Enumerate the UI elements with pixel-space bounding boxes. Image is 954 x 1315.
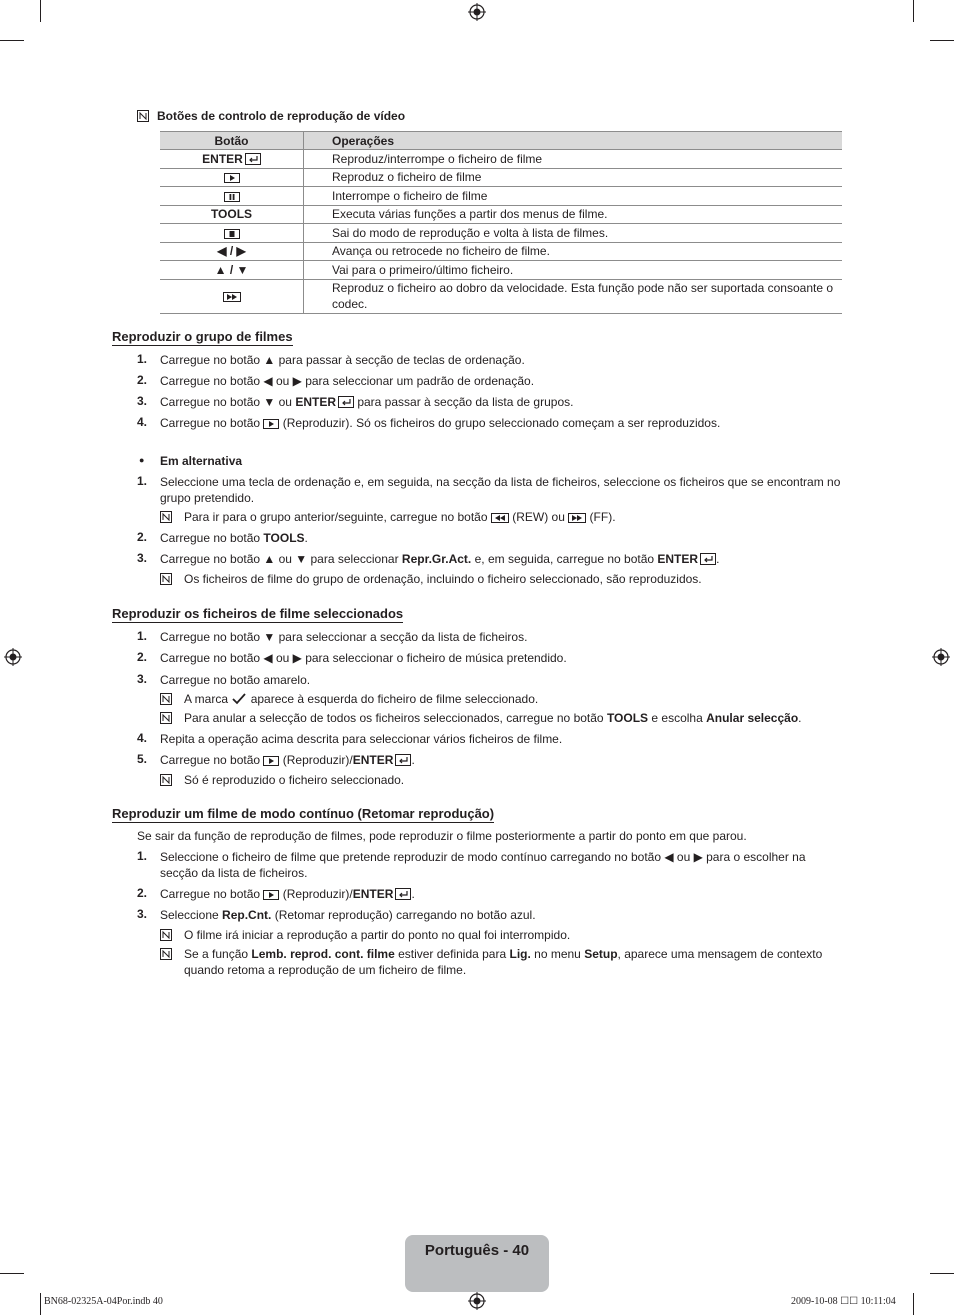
- enter-icon: [395, 754, 411, 766]
- step-number: 2.: [137, 650, 148, 664]
- step-text: [160, 752, 842, 768]
- step-number: 2.: [137, 530, 148, 544]
- text-run: Carregue no botão: [160, 531, 264, 545]
- text-run: , aparece uma mensagem de contexto quando retoma a reprodução de um ficheiro de filme.: [184, 947, 823, 977]
- table-row: [160, 205, 842, 224]
- registration-mark-icon: [468, 1292, 486, 1310]
- note-text: [184, 710, 842, 726]
- crop-mark: [913, 1293, 914, 1315]
- text-run: Carregue no botão ▲ ou ▼ para seleccionar: [160, 552, 402, 566]
- note-icon: [160, 693, 172, 705]
- note-text: Só é reproduzido o ficheiro seleccionado.: [184, 773, 405, 787]
- note: [160, 571, 842, 587]
- page-number-label: Português - 40: [424, 1242, 530, 1259]
- button-cell: [160, 168, 304, 187]
- play-icon: [263, 756, 279, 766]
- note-text: [184, 946, 842, 978]
- bullet: ●: [139, 455, 145, 465]
- text-run: aparece à esquerda do ficheiro de filme seleccionado.: [247, 692, 539, 706]
- section-title: Reproduzir o grupo de filmes: [112, 329, 293, 344]
- note: [160, 710, 842, 726]
- operation-cell: Interrompe o ficheiro de filme: [304, 187, 843, 206]
- text-run: Carregue no botão: [160, 753, 264, 767]
- step-text: [160, 907, 842, 923]
- enter-icon: [395, 888, 411, 900]
- table-row: [160, 279, 842, 313]
- step-number: 4.: [137, 415, 148, 429]
- text-run: Carregue no botão ▼ ou: [160, 395, 296, 409]
- date-slug: 2009-10-08 ☐☐ 10:11:04: [791, 1296, 896, 1307]
- bold-run: Lemb. reprod. cont. filme: [251, 947, 395, 961]
- text-run: e escolha: [648, 711, 707, 725]
- enter-icon: [700, 553, 716, 565]
- bold-run: Repr.Gr.Act.: [401, 552, 472, 566]
- note-icon: [160, 573, 172, 585]
- section-title: Reproduzir os ficheiros de filme seleccionados: [112, 606, 404, 621]
- step-text: [160, 886, 842, 902]
- alt-title: Em alternativa: [160, 454, 243, 468]
- bold-run: ENTER: [657, 552, 699, 566]
- crop-mark: [930, 1273, 954, 1274]
- rewind-icon: [491, 513, 509, 523]
- button-cell: TOOLS: [160, 205, 304, 224]
- play-icon: [263, 419, 279, 429]
- step-number: 3.: [137, 551, 148, 565]
- step-text: Carregue no botão ◀ ou ▶ para seleccionar o ficheiro de música pretendido.: [160, 651, 567, 665]
- text-run: .: [798, 711, 802, 725]
- text-run: Seleccione: [160, 908, 223, 922]
- operation-cell: Avança ou retrocede no ficheiro de filme.: [304, 242, 843, 261]
- table-header-row: [160, 132, 842, 150]
- fast-forward-icon: [223, 292, 241, 302]
- table-caption: [137, 109, 405, 123]
- text-run: (Reproduzir)/: [279, 887, 353, 901]
- enter-label: ENTER: [202, 151, 243, 166]
- step-text: [160, 415, 842, 431]
- text-run: (FF).: [586, 510, 616, 524]
- text-run: estiver definida para: [394, 947, 510, 961]
- registration-mark-icon: [468, 3, 486, 21]
- step-number: 5.: [137, 752, 148, 766]
- step-text: Repita a operação acima descrita para seleccionar vários ficheiros de filme.: [160, 732, 563, 746]
- file-slug: BN68-02325A-04Por.indb 40: [44, 1296, 163, 1307]
- table-row: [160, 187, 842, 206]
- step-text: [160, 394, 842, 410]
- text-run: Carregue no botão: [160, 887, 264, 901]
- text-run: .: [304, 531, 308, 545]
- crop-mark: [0, 1273, 24, 1274]
- button-cell: ◀ / ▶: [160, 242, 304, 261]
- step-number: 3.: [137, 907, 148, 921]
- crop-mark: [913, 0, 914, 22]
- step-number: 1.: [137, 474, 148, 488]
- button-cell: [160, 187, 304, 206]
- play-icon: [263, 890, 279, 900]
- note-icon: [160, 774, 172, 786]
- text-run: (Reproduzir)/: [279, 753, 353, 767]
- note: [160, 927, 842, 943]
- note-text: [184, 691, 842, 707]
- button-cell: ▲ / ▼: [160, 261, 304, 280]
- step-text: [160, 530, 842, 546]
- step-number: 1.: [137, 849, 148, 863]
- text-run: A marca: [184, 692, 232, 706]
- crop-mark: [0, 40, 24, 41]
- table-row: [160, 261, 842, 280]
- note-icon: [160, 929, 172, 941]
- text-run: para passar à secção da lista de grupos.: [353, 395, 574, 409]
- note-icon: [137, 110, 149, 122]
- note-icon: [160, 511, 172, 523]
- button-cell: [160, 150, 304, 169]
- table-row: [160, 224, 842, 243]
- bold-run: TOOLS: [606, 711, 649, 725]
- table-row: [160, 242, 842, 261]
- fast-forward-icon: [568, 513, 586, 523]
- text-run: Carregue no botão: [160, 416, 264, 430]
- bold-run: ENTER: [295, 395, 336, 409]
- step-text: Seleccione o ficheiro de filme que pretende reproduzir de modo contínuo carregando no botão ◀ ou ▶ para o escolher na secção da lista de ficheiros.: [160, 850, 806, 880]
- table-row: [160, 168, 842, 187]
- controls-table: [160, 131, 842, 314]
- note-icon: [160, 712, 172, 724]
- stop-icon: [224, 229, 240, 239]
- step-number: 1.: [137, 629, 148, 643]
- table-row: [160, 150, 842, 169]
- enter-icon: [338, 396, 354, 408]
- bold-run: Lig.: [509, 947, 531, 961]
- text-run: Se a função: [184, 947, 252, 961]
- intro-text: Se sair da função de reprodução de filmes, pode reproduzir o filme posteriormente a partir do ponto em que parou.: [137, 829, 747, 843]
- text-run: e, em seguida, carregue no botão: [471, 552, 658, 566]
- section-title: Reproduzir um filme de modo contínuo (Retomar reprodução): [112, 806, 495, 821]
- step-text: Carregue no botão ◀ ou ▶ para seleccionar um padrão de ordenação.: [160, 374, 535, 388]
- note: [160, 772, 842, 788]
- operation-cell: Sai do modo de reprodução e volta à lista de filmes.: [304, 224, 843, 243]
- registration-mark-icon: [4, 648, 22, 666]
- operation-cell: Executa várias funções a partir dos menus de filme.: [304, 205, 843, 224]
- step-number: 4.: [137, 731, 148, 745]
- checkmark-icon: [231, 693, 247, 705]
- caption-text: Botões de controlo de reprodução de vídeo: [157, 109, 406, 123]
- pause-icon: [224, 192, 240, 202]
- crop-mark: [40, 1293, 41, 1315]
- text-run: no menu: [530, 947, 585, 961]
- step-number: 2.: [137, 886, 148, 900]
- text-run: Para anular a selecção de todos os ficheiros seleccionados, carregue no botão: [184, 711, 607, 725]
- text-run: Para ir para o grupo anterior/seguinte, carregue no botão: [184, 510, 491, 524]
- bold-run: ENTER: [352, 753, 394, 767]
- step-number: 1.: [137, 352, 148, 366]
- step-text: Carregue no botão ▲ para passar à secção de teclas de ordenação.: [160, 353, 525, 367]
- registration-mark-icon: [932, 648, 950, 666]
- bold-run: Setup: [584, 947, 618, 961]
- step-text: Carregue no botão amarelo.: [160, 673, 311, 687]
- bold-run: Rep.Cnt.: [222, 908, 272, 922]
- crop-mark: [930, 40, 954, 41]
- step-number: 2.: [137, 373, 148, 387]
- step-number: 3.: [137, 394, 148, 408]
- text-run: (REW) ou: [508, 510, 569, 524]
- step-number: 3.: [137, 672, 148, 686]
- header-button: Botão: [160, 132, 304, 150]
- button-cell: [160, 224, 304, 243]
- operation-cell: Vai para o primeiro/último ficheiro.: [304, 261, 843, 280]
- text-run: (Reproduzir). Só os ficheiros do grupo seleccionado começam a ser reproduzidos.: [279, 416, 721, 430]
- text-run: (Retomar reprodução) carregando no botão azul.: [271, 908, 536, 922]
- play-icon: [224, 173, 240, 183]
- note: [160, 509, 842, 525]
- text-run: .: [411, 753, 415, 767]
- note: [160, 691, 842, 707]
- enter-icon: [245, 153, 261, 165]
- note-text: O filme irá iniciar a reprodução a partir do ponto no qual foi interrompido.: [184, 928, 571, 942]
- note-text: Os ficheiros de filme do grupo de ordenação, incluindo o ficheiro seleccionado, são reproduzidos.: [184, 572, 702, 586]
- bold-run: TOOLS: [263, 531, 305, 545]
- step-text: [160, 551, 842, 567]
- step-text: Seleccione uma tecla de ordenação e, em seguida, na secção da lista de ficheiros, seleccione os ficheiros que se encontram no grupo pretendido.: [160, 475, 841, 505]
- operation-cell: Reproduz o ficheiro de filme: [304, 168, 843, 187]
- crop-mark: [40, 0, 41, 22]
- bold-run: Anular selecção: [706, 711, 799, 725]
- text-run: .: [716, 552, 720, 566]
- operation-cell: Reproduz o ficheiro ao dobro da velocidade. Esta função pode não ser suportada consoante o codec.: [304, 279, 843, 313]
- note: [160, 946, 842, 978]
- note-text: [184, 509, 842, 525]
- note-icon: [160, 948, 172, 960]
- button-cell: [160, 279, 304, 313]
- text-run: .: [411, 887, 415, 901]
- step-text: Carregue no botão ▼ para seleccionar a secção da lista de ficheiros.: [160, 630, 528, 644]
- operation-cell: Reproduz/interrompe o ficheiro de filme: [304, 150, 843, 169]
- header-operations: Operações: [304, 132, 843, 150]
- bold-run: ENTER: [352, 887, 394, 901]
